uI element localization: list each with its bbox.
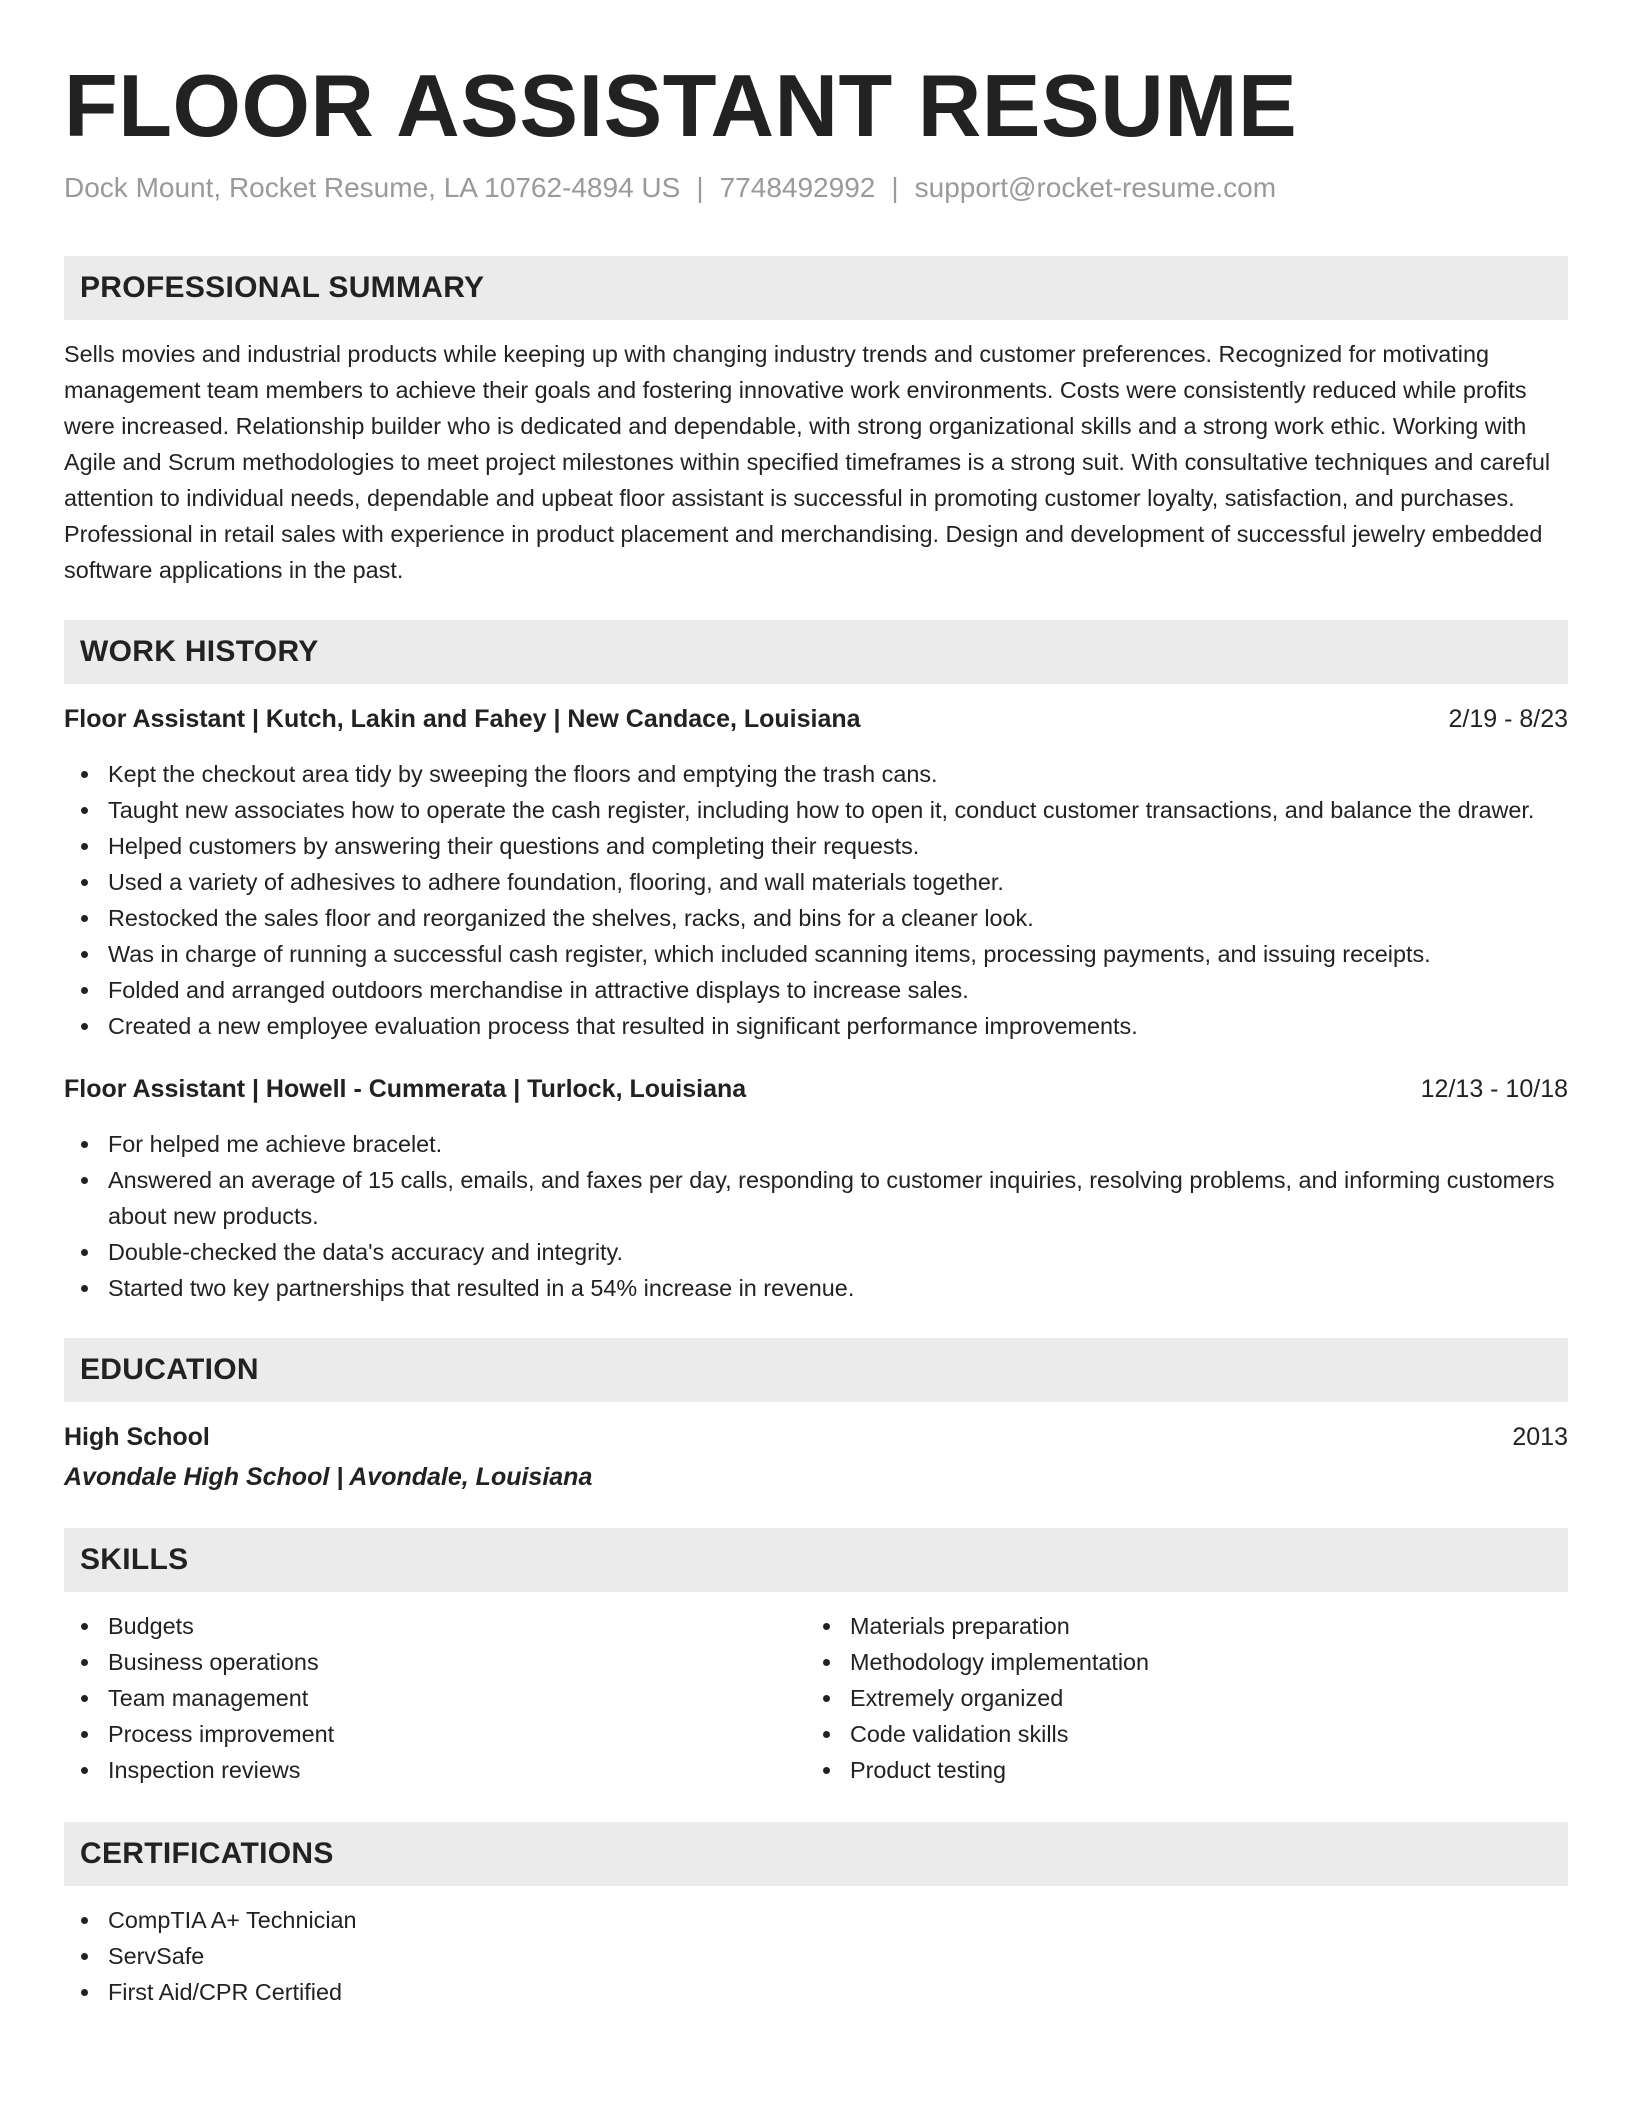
list-item: Inspection reviews [64, 1752, 806, 1788]
list-item: Product testing [806, 1752, 1548, 1788]
list-item: CompTIA A+ Technician [64, 1902, 1568, 1938]
skills-column-right [806, 1608, 1548, 1788]
job-header [64, 702, 1568, 736]
list-item: Double-checked the data's accuracy and integrity. [64, 1234, 1568, 1270]
summary-text: Sells movies and industrial products while keeping up with changing industry trends and customer preferences. Recognized for motivating management team members to achieve their goals and fostering innovative work environments. Costs were consistently reduced while profits were increased. Relationship builder who is dedicated and dependable, with strong organizational skills and a strong work ethic. Working with Agile and Scrum methodologies to meet project milestones within specified timeframes is a strong suit. With consultative techniques and careful attention to individual needs, dependable and upbeat floor assistant is successful in promoting customer loyalty, satisfaction, and purchases. Professional in retail sales with experience in product placement and merchandising. Design and development of successful jewelry embedded software applications in the past. [64, 341, 1551, 583]
list-item: Was in charge of running a successful cash register, which included scanning items, processing payments, and issuing receipts. [64, 936, 1568, 972]
section-header-skills: SKILLS [64, 1528, 1568, 1592]
list-item: Materials preparation [806, 1608, 1548, 1644]
list-item: Started two key partnerships that resulted in a 54% increase in revenue. [64, 1270, 1568, 1306]
list-item: Methodology implementation [806, 1644, 1548, 1680]
job-dates: 12/13 - 10/18 [1420, 1075, 1568, 1103]
contact-email: support@rocket-resume.com [914, 172, 1277, 203]
list-item: Created a new employee evaluation process that resulted in significant performance improvements. [64, 1008, 1568, 1044]
certification-list [64, 1902, 1568, 2010]
education-year: 2013 [1512, 1423, 1568, 1451]
job-bullet-list [64, 1126, 1568, 1306]
list-item: Used a variety of adhesives to adhere foundation, flooring, and wall materials together. [64, 864, 1568, 900]
contact-separator: | [696, 172, 704, 203]
resume-page [64, 58, 1568, 2010]
contact-line [64, 170, 1568, 206]
list-item: ServSafe [64, 1938, 1568, 1974]
contact-separator: | [891, 172, 899, 203]
list-item: For helped me achieve bracelet. [64, 1126, 1568, 1162]
list-item: Taught new associates how to operate the cash register, including how to open it, conduct customer transactions, and balance the drawer. [64, 792, 1568, 828]
list-item: Code validation skills [806, 1716, 1548, 1752]
job-bullet-list [64, 756, 1568, 1044]
list-item: Restocked the sales floor and reorganized the shelves, racks, and bins for a cleaner look. [64, 900, 1568, 936]
list-item: Budgets [64, 1608, 806, 1644]
section-header-summary: PROFESSIONAL SUMMARY [64, 256, 1568, 320]
resume-title: FLOOR ASSISTANT RESUME [64, 56, 1298, 155]
job-title: Floor Assistant | Kutch, Lakin and Fahey | New Candace, Louisiana [64, 705, 861, 733]
contact-phone: 7748492992 [719, 172, 876, 203]
contact-address: Dock Mount, Rocket Resume, LA 10762-4894 US [64, 172, 681, 203]
list-item: Business operations [64, 1644, 806, 1680]
list-item: Helped customers by answering their questions and completing their requests. [64, 828, 1568, 864]
education-header [64, 1420, 1568, 1454]
job-title: Floor Assistant | Howell - Cummerata | Turlock, Louisiana [64, 1075, 747, 1103]
section-header-certifications: CERTIFICATIONS [64, 1822, 1568, 1886]
section-header-work-history: WORK HISTORY [64, 620, 1568, 684]
list-item: First Aid/CPR Certified [64, 1974, 1568, 2010]
education-school: Avondale High School | Avondale, Louisiana [64, 1463, 593, 1491]
skills-grid [64, 1608, 1568, 1788]
job-dates: 2/19 - 8/23 [1448, 705, 1568, 733]
list-item: Team management [64, 1680, 806, 1716]
list-item: Extremely organized [806, 1680, 1548, 1716]
education-degree: High School [64, 1423, 210, 1451]
list-item: Kept the checkout area tidy by sweeping the floors and emptying the trash cans. [64, 756, 1568, 792]
list-item: Folded and arranged outdoors merchandise in attractive displays to increase sales. [64, 972, 1568, 1008]
list-item: Process improvement [64, 1716, 806, 1752]
section-header-education: EDUCATION [64, 1338, 1568, 1402]
list-item: Answered an average of 15 calls, emails, and faxes per day, responding to customer inquiries, resolving problems, and informing customers about new products. [64, 1162, 1568, 1234]
skills-column-left [64, 1608, 806, 1788]
job-header [64, 1072, 1568, 1106]
